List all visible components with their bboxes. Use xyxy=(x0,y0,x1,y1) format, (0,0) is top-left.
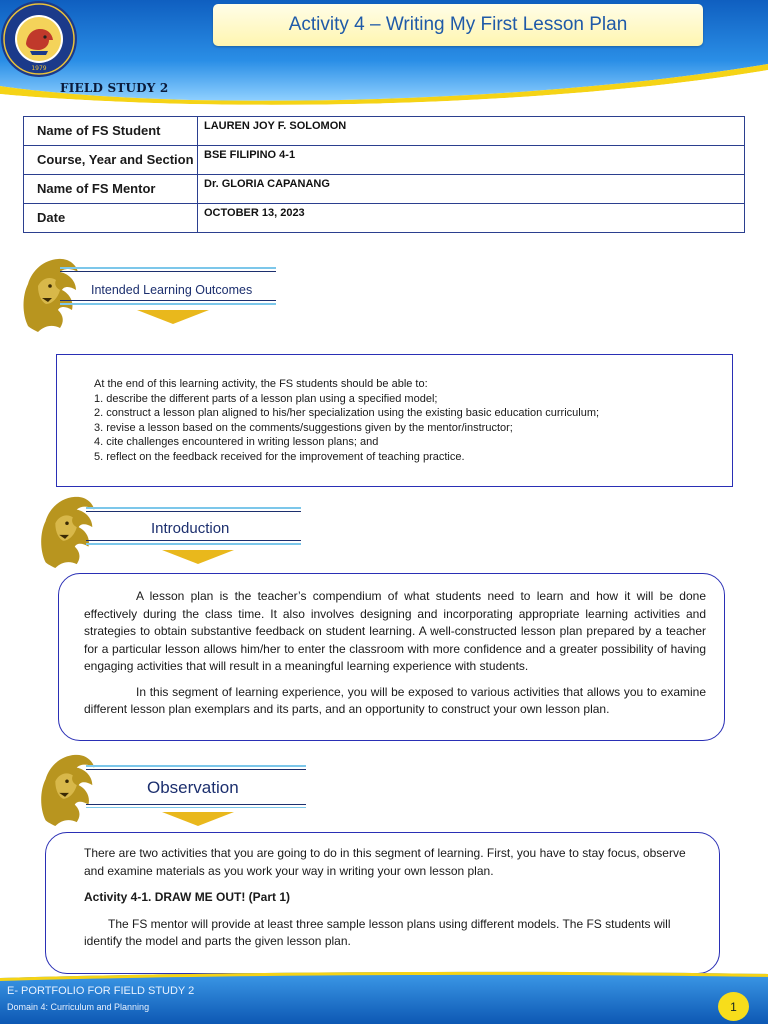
section-heading: Introduction xyxy=(151,520,230,537)
list-item: 5. reflect on the feedback received for the improvement of teaching practice. xyxy=(94,450,465,463)
row-label: Date xyxy=(24,204,198,233)
row-value: OCTOBER 13, 2023 xyxy=(198,204,745,233)
row-label: Name of FS Mentor xyxy=(24,175,198,204)
table-row xyxy=(24,175,745,204)
banner-pointer xyxy=(162,812,234,826)
course-label: FIELD STUDY 2 xyxy=(60,81,169,95)
introduction-box xyxy=(58,573,725,741)
footer-portfolio-label: E- PORTFOLIO FOR FIELD STUDY 2 xyxy=(7,985,195,997)
table-row xyxy=(24,204,745,233)
table-row xyxy=(24,146,745,175)
banner-pointer xyxy=(137,310,209,324)
banner-pointer xyxy=(162,550,234,564)
introduction-banner xyxy=(36,494,306,570)
footer-domain-label: Domain 4: Curriculum and Planning xyxy=(7,1002,150,1012)
activity-title: Activity 4-1. DRAW ME OUT! (Part 1) xyxy=(84,890,291,904)
outcomes-box xyxy=(56,354,733,487)
outcomes-banner xyxy=(20,256,280,336)
row-value: Dr. GLORIA CAPANANG xyxy=(198,175,745,204)
page-header xyxy=(0,0,768,112)
page-number: 1 xyxy=(718,992,749,1021)
outcomes-intro: At the end of this learning activity, the FS students should be able to: xyxy=(94,378,428,390)
list-item: 1. describe the different parts of a lesson plan using a specified model; xyxy=(94,392,438,405)
list-item: 2. construct a lesson plan aligned to his/her specialization using the existing basic education curriculum; xyxy=(94,407,600,419)
university-seal xyxy=(0,0,78,78)
observation-banner xyxy=(36,752,311,830)
student-info-table xyxy=(23,116,745,233)
page-footer xyxy=(0,968,768,1024)
table-row xyxy=(24,117,745,146)
observation-paragraph: There are two activities that you are going to do in this segment of learning. First, you have to stay focus, observe and examine materials as you work your way in writing your own lesson plan. xyxy=(84,846,686,878)
page-title: Activity 4 – Writing My First Lesson Plan xyxy=(288,14,628,35)
row-value: BSE FILIPINO 4-1 xyxy=(198,146,745,175)
list-item: 3. revise a lesson based on the comments/suggestions given by the mentor/instructor; xyxy=(94,421,513,434)
row-value: LAUREN JOY F. SOLOMON xyxy=(198,117,745,146)
introduction-paragraph: In this segment of learning experience, you will be exposed to various activities that allows you to examine different lesson plan exemplars and its parts, and an opportunity to construct your own lesson plan. xyxy=(84,684,706,716)
section-heading: Intended Learning Outcomes xyxy=(91,283,253,297)
row-label: Course, Year and Section xyxy=(24,146,198,175)
introduction-paragraph: A lesson plan is the teacher’s compendium of what students need to learn and how it will be done effectively during the class time. It also involves designing and incorporating appropriate learning activities and strategies to obtain substantive feedback on student learning. A well-constructed lesson plan prepared by a teacher for a particular lesson allows him/her to enter the classroom with more confidence and a greater possibility of having engaging activities that will result in a meaningful learning experience with students. xyxy=(84,589,706,673)
seal-year: 1979 xyxy=(31,65,47,72)
title-box xyxy=(213,4,703,46)
list-item: 4. cite challenges encountered in writing lesson plans; and xyxy=(94,436,379,448)
observation-box xyxy=(45,832,720,974)
row-label: Name of FS Student xyxy=(24,117,198,146)
section-heading: Observation xyxy=(147,778,239,797)
observation-paragraph: The FS mentor will provide at least three sample lesson plans using different models. The FS students will identify the model and parts the given lesson plan. xyxy=(84,916,671,948)
